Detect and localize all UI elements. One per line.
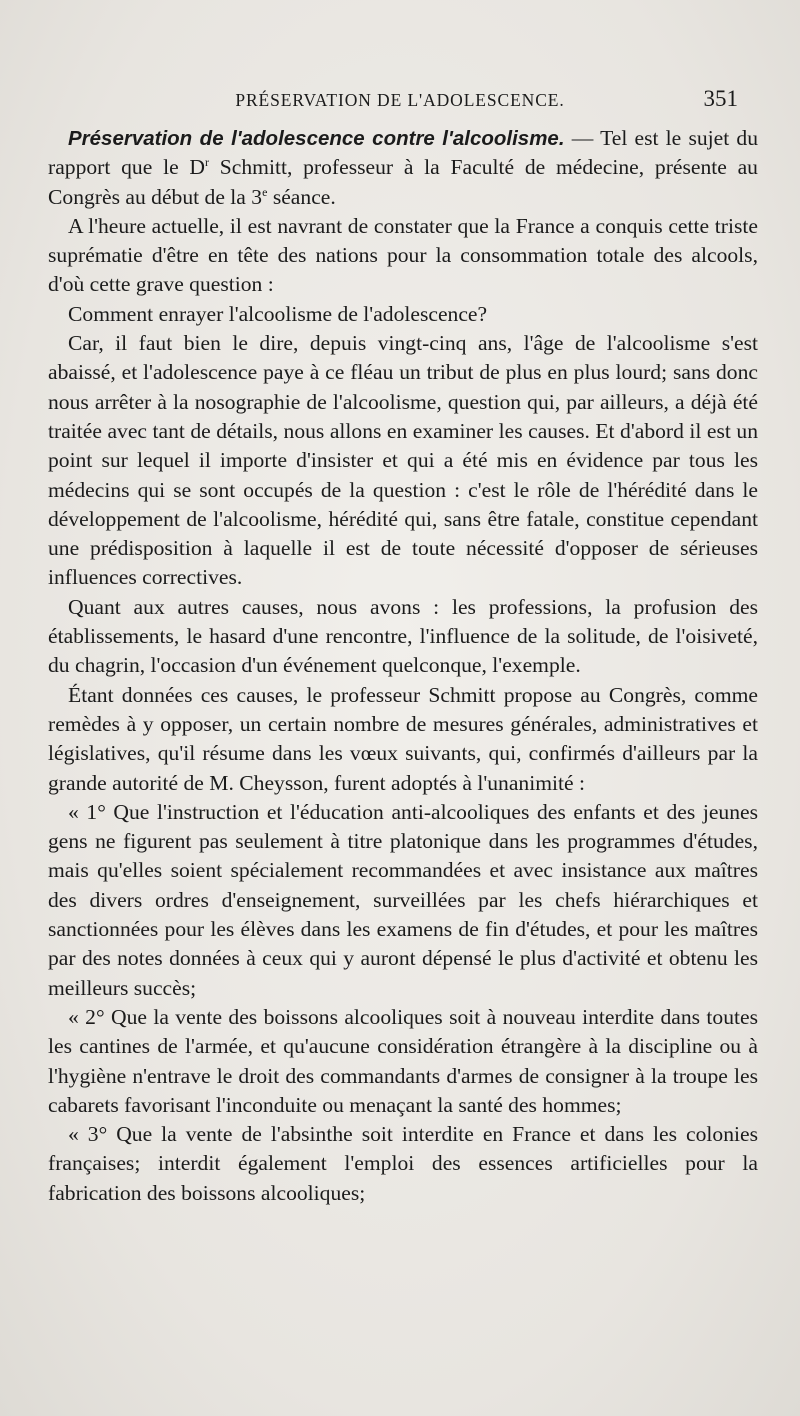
paragraph-6: Étant données ces causes, le professeur Schmitt propose au Congrès, comme remèdes à y opposer, un certain nombre de mesures générales, administratives et législatives, qu'il résume dans les vœux suivants, qui, confirmés d'ailleurs par la grande autorité de M. Cheysson, furent adoptés à l'unanimité : xyxy=(48,682,758,795)
paragraph-1-text-b: Schmitt, professeur à la Faculté de médecine, présente au Congrès au début de la 3 xyxy=(48,155,758,209)
page-header xyxy=(0,86,800,116)
paragraph-4: Car, il faut bien le dire, depuis vingt-cinq ans, l'âge de l'alcoolisme s'est abaissé, et l'adolescence paye à ce fléau un tribut de plus en plus lourd; sans donc nous arrêter à la nosographie de l'alcoolisme, question qui, par ailleurs, a déjà été traitée avec tant de détails, nous allons en examiner les causes. Et d'abord il est un point sur lequel il importe d'insister et qui a été mis en évidence par tous les médecins qui se sont occupés de la question : c'est le rôle de l'hérédité dans le développement de l'alcoolisme, hérédité qui, sans être fatale, constitue cependant une prédisposition à laquelle il est de toute nécessité d'opposer de sérieuses influences correctives. xyxy=(48,331,758,590)
paragraph-1-text-a: — Tel est le sujet du rapport que le D xyxy=(48,126,758,180)
body-text xyxy=(48,124,758,1208)
page-number: 351 xyxy=(703,86,738,111)
paragraph-2: A l'heure actuelle, il est navrant de constater que la France a conquis cette triste suprématie d'être en tête des nations pour la consommation totale des alcools, d'où cette grave question : xyxy=(48,213,758,297)
paragraph-5: Quant aux autres causes, nous avons : les professions, la profusion des établissements, le hasard d'une rencontre, l'influence de la solitude, de l'oisiveté, du chagrin, l'occasion d'un événement quelconque, l'exemple. xyxy=(48,594,758,678)
section-heading: Préservation de l'adolescence contre l'alcoolisme. xyxy=(68,127,565,150)
superscript-e: e xyxy=(262,184,268,199)
superscript-r: r xyxy=(205,155,210,170)
paragraph-1 xyxy=(48,124,758,212)
paragraph-1-text-c: séance. xyxy=(267,184,336,209)
paragraph-9: « 3° Que la vente de l'absinthe soit interdite en France et dans les colonies françaises; interdit également l'emploi des essences artificielles pour la fabrication des boissons alcooliques; xyxy=(48,1122,758,1205)
running-head: PRÉSERVATION DE L'ADOLESCENCE. xyxy=(235,90,565,110)
paragraph-8: « 2° Que la vente des boissons alcooliques soit à nouveau interdite dans toutes les cantines de l'armée, et qu'aucune considération étrangère à la discipline ou à l'hygiène n'entrave le droit des commandants d'armes de consigner à la troupe les cabarets favorisant l'inconduite ou menaçant la santé des hommes; xyxy=(48,1004,758,1117)
paragraph-7: « 1° Que l'instruction et l'éducation anti-alcooliques des enfants et des jeunes gens ne figurent pas seulement à titre platonique dans les programmes d'études, mais qu'elles soient spécialement recommandées et avec insistance aux maîtres des divers ordres d'enseignement, surveillées par les chefs hiérarchiques et sanctionnées pour les élèves dans les examens de fin d'études, et pour les maîtres par des notes données à ceux qui y auront dépensé le plus d'activité et obtenu les meilleurs succès; xyxy=(48,799,758,1000)
paragraph-3: Comment enrayer l'alcoolisme de l'adolescence? xyxy=(68,301,488,326)
